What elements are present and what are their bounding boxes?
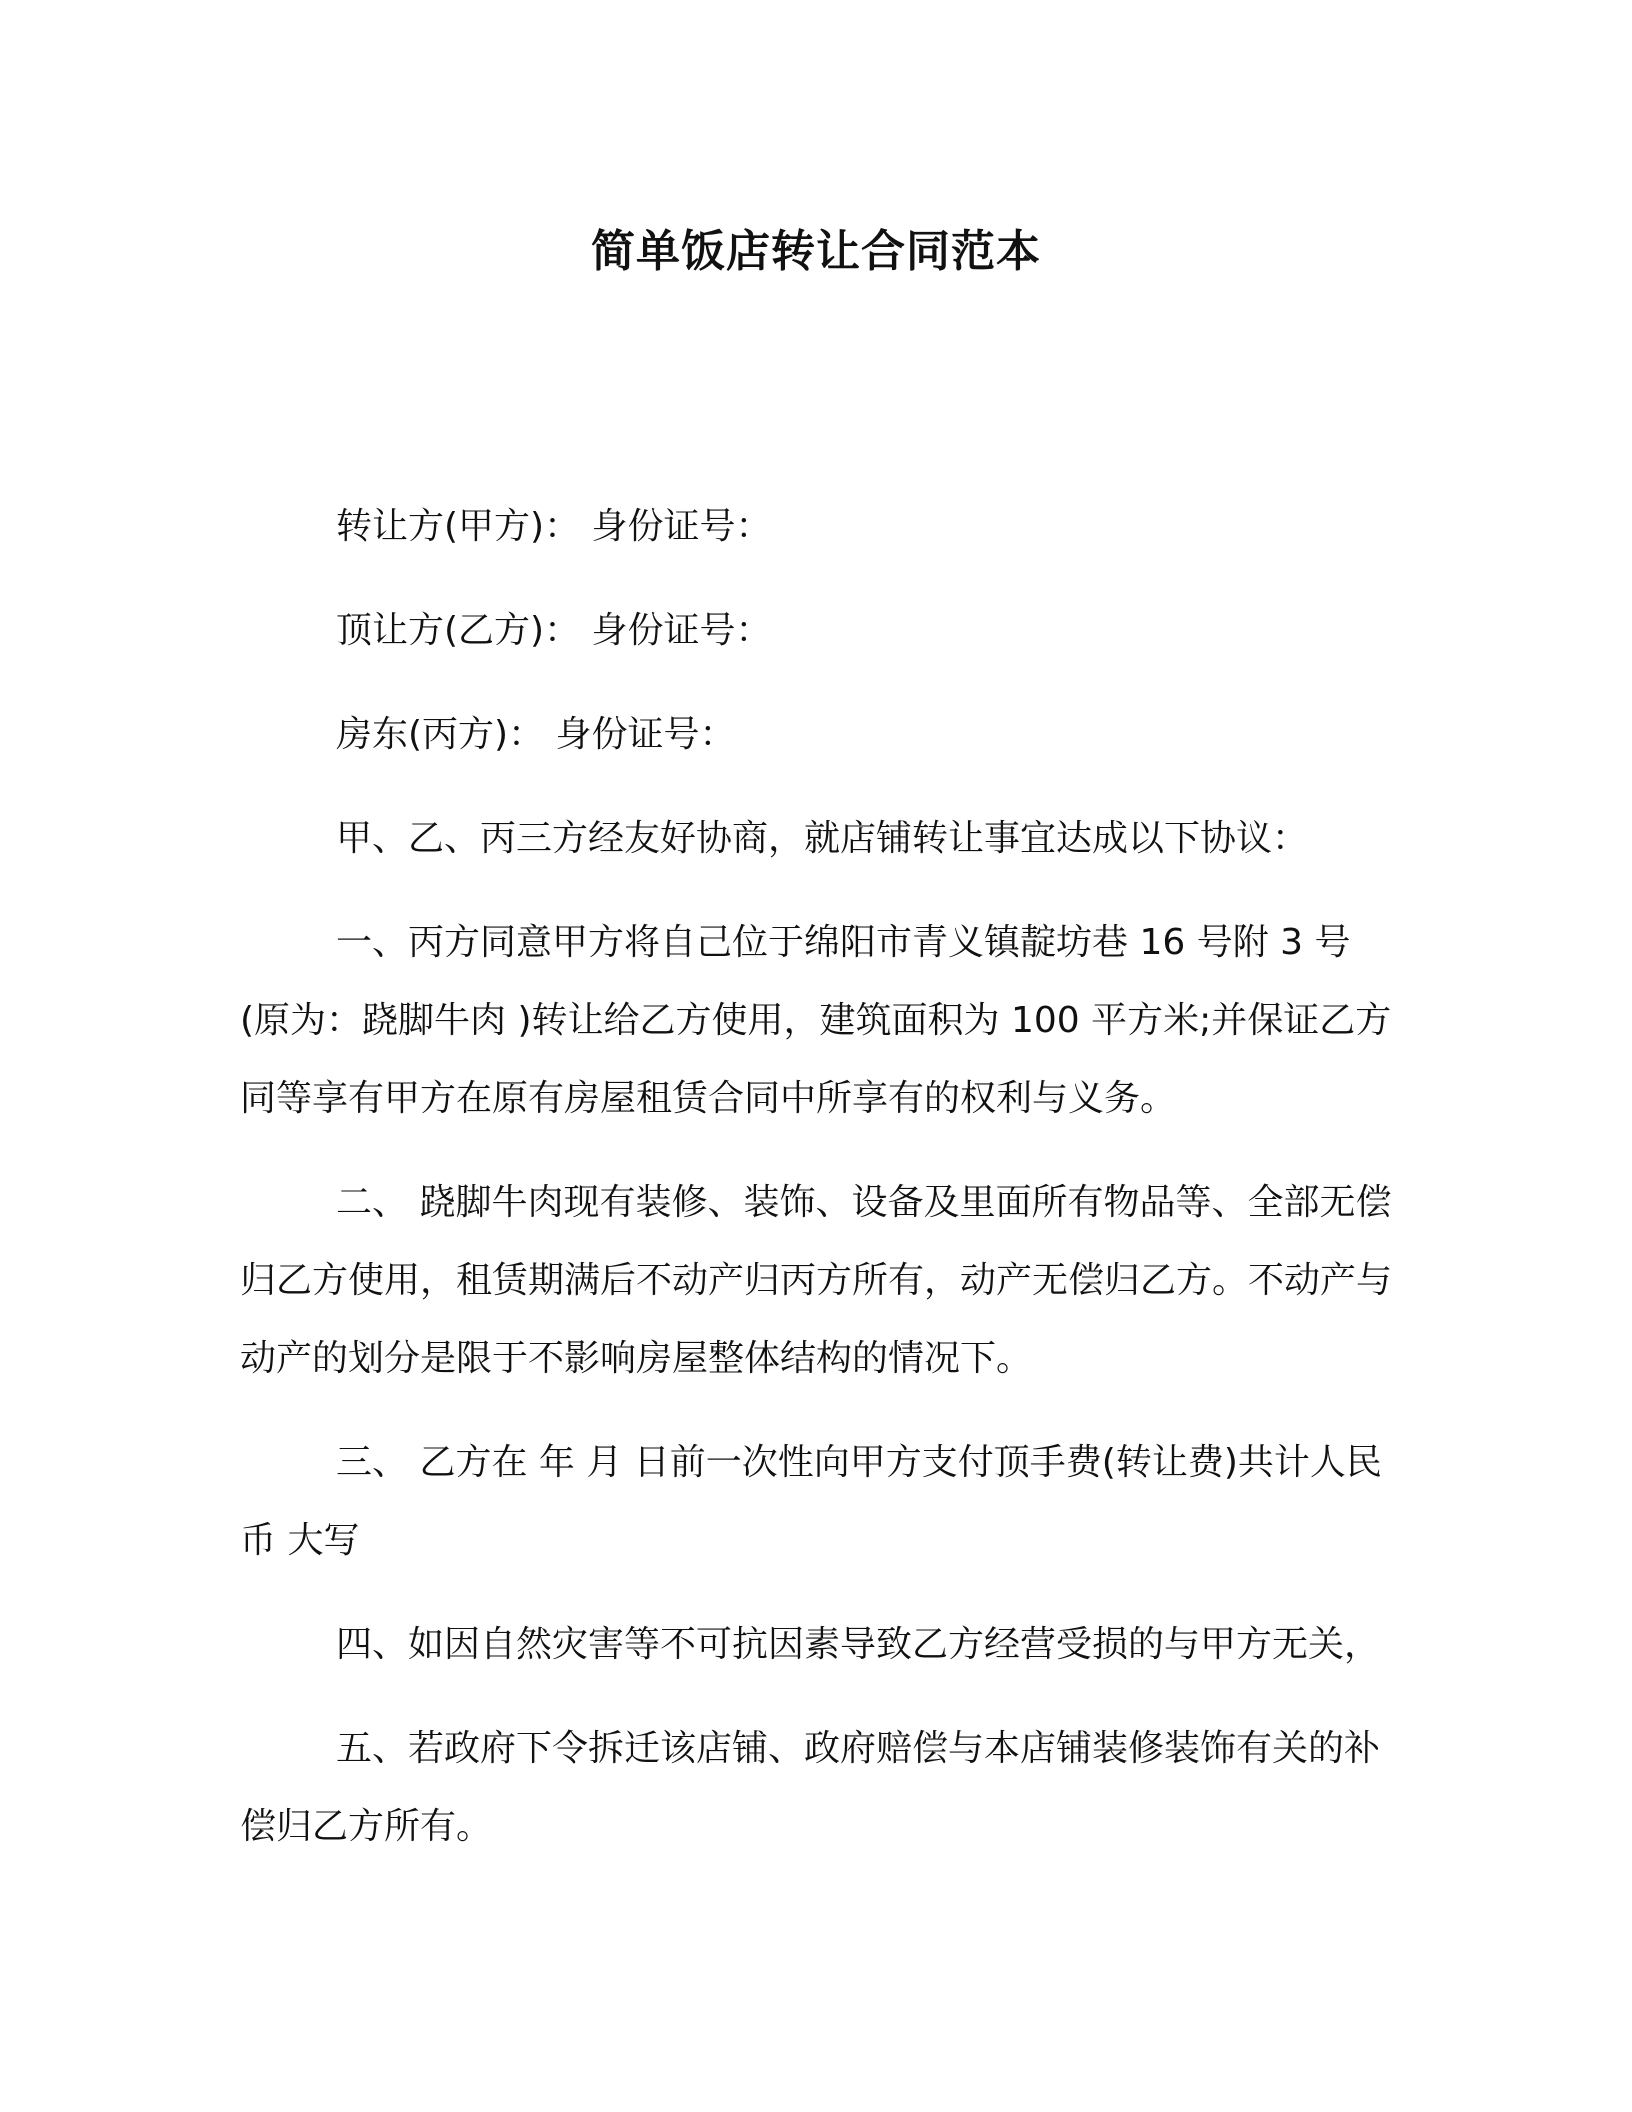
clause-4: 四、如因自然灾害等不可抗因素导致乙方经营受损的与甲方无关， bbox=[336, 1624, 1381, 1665]
party-transferee-line: 顶让方(乙方)： 身份证号： bbox=[336, 610, 772, 651]
party-transferor-line: 转让方(甲方)： 身份证号： bbox=[336, 506, 772, 547]
clause-5: 五、若政府下令拆迁该店铺、政府赔偿与本店铺装修装饰有关的补偿归乙方所有。 bbox=[240, 1728, 1381, 1847]
agreement-intro: 甲、乙、丙三方经友好协商，就店铺转让事宜达成以下协议： bbox=[336, 818, 1309, 859]
document-title: 简单饭店转让合同范本 bbox=[591, 226, 1041, 277]
document-body bbox=[240, 488, 1410, 1892]
clause-2: 二、 跷脚牛肉现有装修、装饰、设备及里面所有物品等、全部无偿归乙方使用，租赁期满后不动产归丙方所有，动产无偿归乙方。不动产与动产的划分是限于不影响房屋整体结构的情况下。 bbox=[240, 1182, 1393, 1379]
clause-3: 三、 乙方在 年 月 日前一次性向甲方支付顶手费(转让费)共计人民币 大写 bbox=[240, 1442, 1382, 1561]
clause-1: 一、丙方同意甲方将自己位于绵阳市青义镇靛坊巷 16 号附 3 号 (原为：跷脚牛肉 )转让给乙方使用，建筑面积为 100 平方米;并保证乙方同等享有甲方在原有房屋租赁合同中所享有的权利与义务。 bbox=[240, 922, 1392, 1119]
party-landlord-line: 房东(丙方)： 身份证号： bbox=[336, 714, 736, 755]
